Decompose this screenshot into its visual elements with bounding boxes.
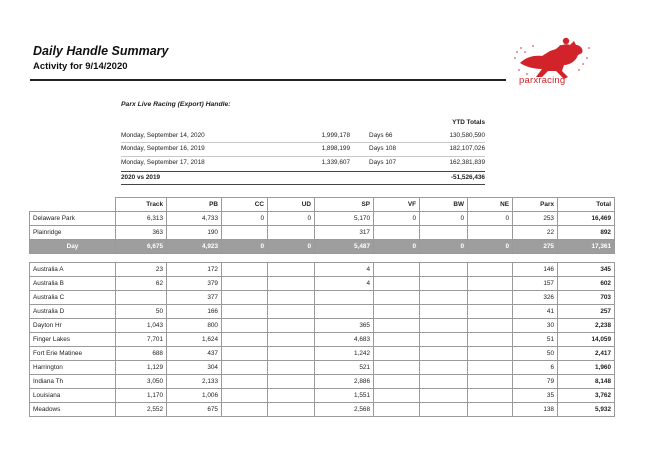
column-header: NE [468, 198, 513, 212]
table-cell [268, 277, 315, 291]
table-cell: 275 [513, 240, 558, 254]
table-cell: 17,361 [558, 240, 615, 254]
row-total-cell: 602 [558, 277, 615, 291]
comparison-row [121, 171, 485, 185]
table-cell [222, 319, 268, 333]
export-handle-summary [121, 101, 485, 185]
table-cell: 50 [116, 305, 167, 319]
table-cell [420, 226, 468, 240]
table-cell [374, 347, 420, 361]
table-row [30, 361, 615, 375]
table-cell: 0 [268, 212, 315, 226]
report-title: Daily Handle Summary [33, 44, 169, 58]
summary-heading: Parx Live Racing (Export) Handle: [121, 101, 231, 108]
summary-table [121, 117, 485, 185]
column-header: UD [268, 198, 315, 212]
column-header: BW [420, 198, 468, 212]
table-cell [420, 319, 468, 333]
table-cell [268, 319, 315, 333]
summary-days: Days 108 [350, 143, 400, 157]
brand-logo-text: parxracing [519, 75, 566, 86]
track-name: Louisiana [30, 389, 116, 403]
table-cell: 51 [513, 333, 558, 347]
table-row [30, 263, 615, 277]
table-cell [222, 305, 268, 319]
table-cell [468, 361, 513, 375]
table-cell [222, 389, 268, 403]
table-cell [374, 389, 420, 403]
table-cell: 6,675 [116, 240, 167, 254]
table-cell: 2,133 [167, 375, 222, 389]
table-cell: 138 [513, 403, 558, 417]
table-cell: 5,487 [315, 240, 374, 254]
track-name: Fort Erie Matinee [30, 347, 116, 361]
table-cell [268, 291, 315, 305]
table-cell: 172 [167, 263, 222, 277]
summary-row [121, 130, 485, 143]
column-header: SP [315, 198, 374, 212]
table-cell [222, 291, 268, 305]
table-cell: 79 [513, 375, 558, 389]
column-header: Track [116, 198, 167, 212]
table-cell [374, 319, 420, 333]
table-cell: 0 [468, 212, 513, 226]
table-row [30, 291, 615, 305]
summary-row [121, 143, 485, 157]
row-total-cell: 8,148 [558, 375, 615, 389]
table-cell: 521 [315, 361, 374, 375]
track-name: Dayton Hr [30, 319, 116, 333]
summary-date: Monday, September 17, 2018 [121, 158, 205, 166]
table-cell: 2,568 [315, 403, 374, 417]
table-cell [420, 305, 468, 319]
table-cell [268, 375, 315, 389]
table-cell: 4 [315, 263, 374, 277]
table-cell: 0 [374, 240, 420, 254]
table-header-row [30, 198, 615, 212]
column-header: CC [222, 198, 268, 212]
table-cell: 50 [513, 347, 558, 361]
table-cell [315, 291, 374, 305]
table-cell [420, 277, 468, 291]
table-cell [420, 333, 468, 347]
table-cell [420, 375, 468, 389]
table-cell: 35 [513, 389, 558, 403]
table-cell: 675 [167, 403, 222, 417]
table-cell: 4,733 [167, 212, 222, 226]
comparison-ytd: -51,526,436 [400, 171, 485, 185]
table-row [30, 389, 615, 403]
table-cell [374, 305, 420, 319]
summary-days: Days 107 [369, 158, 396, 166]
ytd-header-row [121, 117, 485, 130]
table-cell: 365 [315, 319, 374, 333]
track-name: Meadows [30, 403, 116, 417]
table-cell [268, 347, 315, 361]
table-cell [420, 403, 468, 417]
table-cell: 62 [116, 277, 167, 291]
table-cell [268, 389, 315, 403]
table-cell: 0 [468, 240, 513, 254]
track-handle-table [29, 197, 615, 417]
track-name: Australia B [30, 277, 116, 291]
table-row [30, 277, 615, 291]
table-cell [374, 403, 420, 417]
row-total-cell: 257 [558, 305, 615, 319]
table-cell: 3,050 [116, 375, 167, 389]
table-cell: 23 [116, 263, 167, 277]
table-cell [374, 375, 420, 389]
row-total-cell: 703 [558, 291, 615, 305]
table-cell: 166 [167, 305, 222, 319]
table-cell [222, 226, 268, 240]
table-cell: 377 [167, 291, 222, 305]
ytd-label: YTD Totals [452, 119, 485, 126]
table-cell [468, 319, 513, 333]
table-cell: 22 [513, 226, 558, 240]
row-total-cell: 2,238 [558, 319, 615, 333]
summary-row [121, 156, 485, 169]
table-row [30, 347, 615, 361]
table-cell: 800 [167, 319, 222, 333]
table-cell: 0 [420, 240, 468, 254]
table-cell [374, 333, 420, 347]
table-cell [222, 277, 268, 291]
table-cell [468, 277, 513, 291]
table-row [30, 212, 615, 226]
table-cell [468, 389, 513, 403]
table-cell [374, 291, 420, 305]
table-cell: 0 [222, 240, 268, 254]
table-cell: 190 [167, 226, 222, 240]
table-cell: 363 [116, 226, 167, 240]
table-cell [222, 347, 268, 361]
table-row [30, 226, 615, 240]
column-header: VF [374, 198, 420, 212]
table-cell [468, 347, 513, 361]
table-cell: 4,923 [167, 240, 222, 254]
table-cell: 253 [513, 212, 558, 226]
row-total-cell: 892 [558, 226, 615, 240]
track-name: Delaware Park [30, 212, 116, 226]
table-cell: 146 [513, 263, 558, 277]
table-row [30, 333, 615, 347]
table-cell [468, 333, 513, 347]
table-cell [420, 263, 468, 277]
table-cell: 1,242 [315, 347, 374, 361]
table-cell: 4 [315, 277, 374, 291]
track-name: Finger Lakes [30, 333, 116, 347]
track-name: Indiana Th [30, 375, 116, 389]
table-cell: 6,313 [116, 212, 167, 226]
table-cell: 317 [315, 226, 374, 240]
table-cell: 1,129 [116, 361, 167, 375]
row-total-cell: 16,469 [558, 212, 615, 226]
row-total-cell: 2,417 [558, 347, 615, 361]
table-cell [420, 347, 468, 361]
row-name: Day [30, 240, 116, 254]
table-cell [374, 277, 420, 291]
table-cell [420, 291, 468, 305]
track-name: Harrington [30, 361, 116, 375]
summary-date: Monday, September 16, 2019 [121, 143, 297, 157]
table-cell [420, 361, 468, 375]
table-cell: 7,701 [116, 333, 167, 347]
table-cell [468, 291, 513, 305]
summary-ytd: 130,580,590 [400, 130, 485, 143]
summary-handle: 1,898,199 [297, 143, 350, 157]
row-total-cell: 345 [558, 263, 615, 277]
summary-handle: 1,339,607 [321, 158, 350, 166]
table-cell: 157 [513, 277, 558, 291]
table-cell: 379 [167, 277, 222, 291]
table-gap-row [30, 254, 615, 263]
row-total-cell: 1,960 [558, 361, 615, 375]
table-cell [222, 403, 268, 417]
comparison-label: 2020 vs 2019 [121, 171, 297, 185]
row-total-cell: 5,932 [558, 403, 615, 417]
track-name: Australia D [30, 305, 116, 319]
table-cell [222, 375, 268, 389]
table-cell [268, 305, 315, 319]
track-name: Australia C [30, 291, 116, 305]
table-cell: 688 [116, 347, 167, 361]
summary-ytd: 162,381,839 [449, 158, 485, 166]
table-cell [374, 263, 420, 277]
table-row [30, 375, 615, 389]
table-cell [268, 226, 315, 240]
table-cell [468, 403, 513, 417]
table-cell [116, 291, 167, 305]
table-cell: 5,170 [315, 212, 374, 226]
table-cell: 6 [513, 361, 558, 375]
table-cell: 1,043 [116, 319, 167, 333]
table-cell: 2,886 [315, 375, 374, 389]
table-cell: 326 [513, 291, 558, 305]
day-total-row [30, 240, 615, 254]
table-cell: 2,552 [116, 403, 167, 417]
table-cell [222, 333, 268, 347]
header-divider [30, 79, 506, 81]
table-cell: 30 [513, 319, 558, 333]
table-cell [268, 403, 315, 417]
table-cell [468, 226, 513, 240]
table-row [30, 403, 615, 417]
row-total-cell: 3,762 [558, 389, 615, 403]
table-cell: 437 [167, 347, 222, 361]
simulcast-tracks-body [30, 263, 615, 417]
column-header: Parx [513, 198, 558, 212]
track-name: Plainridge [30, 226, 116, 240]
table-cell: 0 [374, 212, 420, 226]
table-cell: 1,006 [167, 389, 222, 403]
track-name: Australia A [30, 263, 116, 277]
table-cell [374, 361, 420, 375]
table-cell [315, 305, 374, 319]
summary-handle: 1,999,178 [297, 130, 350, 143]
table-cell: 1,551 [315, 389, 374, 403]
summary-days: Days 66 [350, 130, 400, 143]
row-total-cell: 14,059 [558, 333, 615, 347]
table-cell: 0 [420, 212, 468, 226]
table-cell [468, 375, 513, 389]
table-cell: 0 [268, 240, 315, 254]
table-cell: 4,683 [315, 333, 374, 347]
column-header: Total [558, 198, 615, 212]
table-cell [468, 305, 513, 319]
table-cell [420, 389, 468, 403]
table-cell: 41 [513, 305, 558, 319]
report-subtitle: Activity for 9/14/2020 [33, 61, 128, 72]
summary-ytd: 182,107,026 [400, 143, 485, 157]
table-cell [268, 333, 315, 347]
column-header: PB [167, 198, 222, 212]
table-cell [374, 226, 420, 240]
table-cell: 1,624 [167, 333, 222, 347]
table-cell [222, 361, 268, 375]
table-cell [268, 361, 315, 375]
table-cell: 1,170 [116, 389, 167, 403]
table-cell [268, 263, 315, 277]
table-cell: 0 [222, 212, 268, 226]
table-cell [222, 263, 268, 277]
summary-date: Monday, September 14, 2020 [121, 130, 297, 143]
table-cell: 304 [167, 361, 222, 375]
table-row [30, 319, 615, 333]
table-cell [468, 263, 513, 277]
live-tracks-body [30, 212, 615, 240]
table-row [30, 305, 615, 319]
